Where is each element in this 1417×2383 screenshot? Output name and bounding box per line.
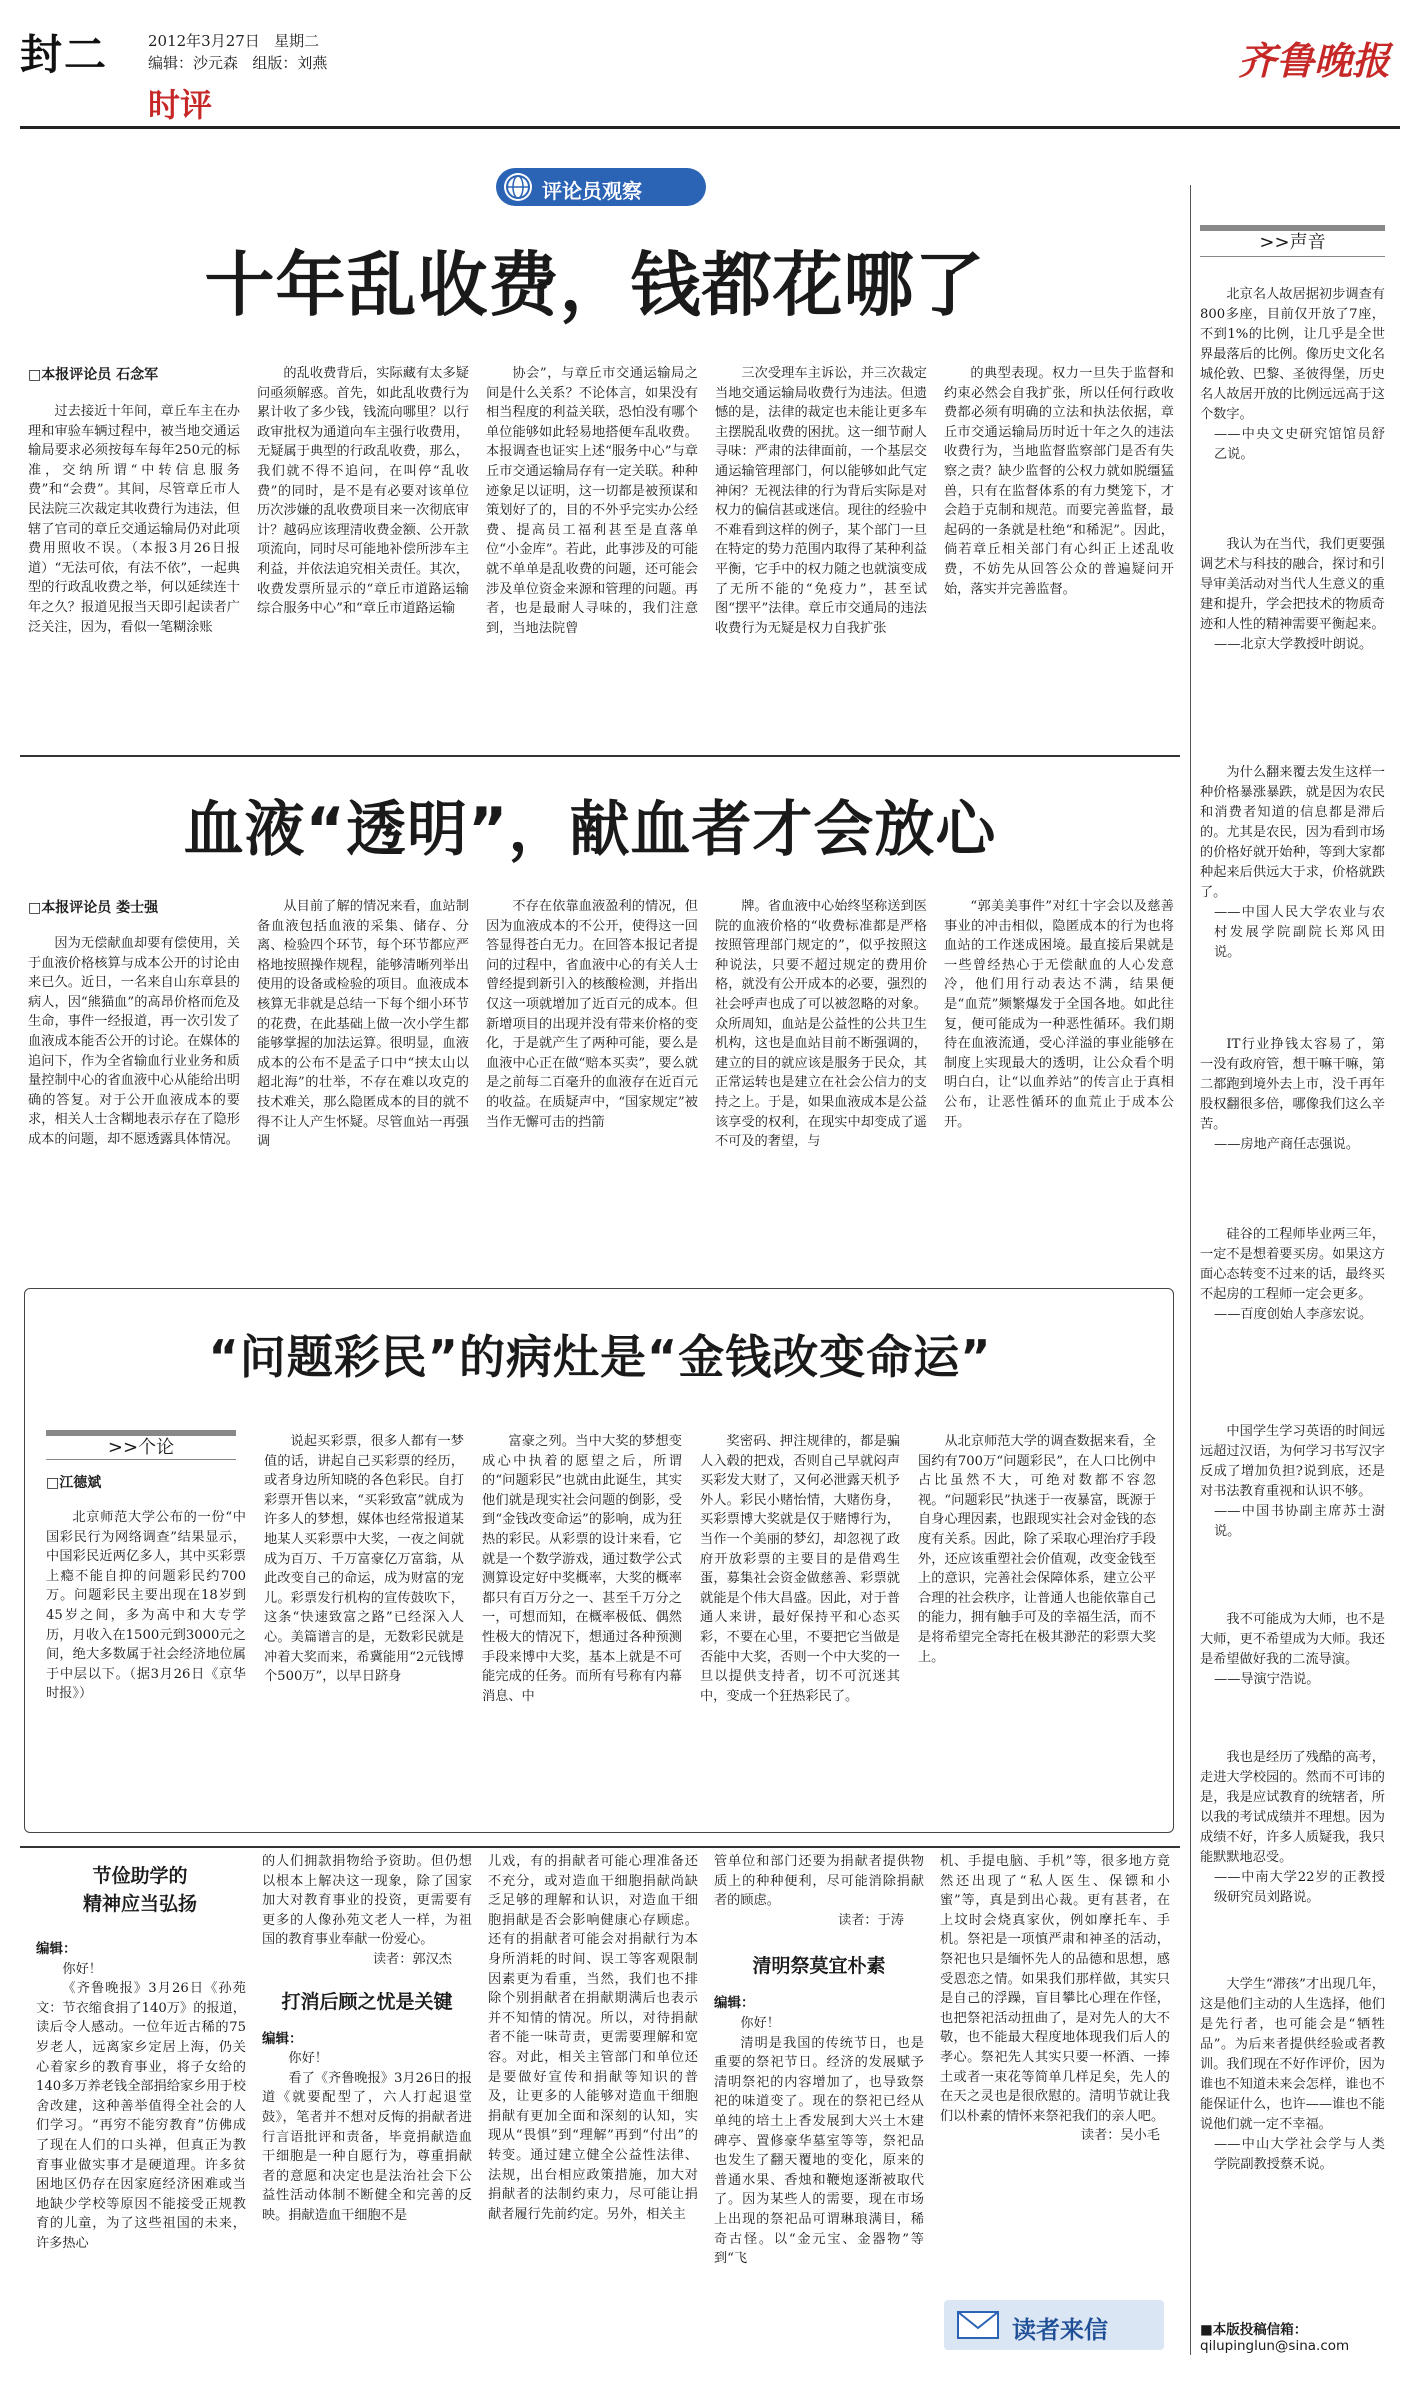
quote-7: 我不可能成为大师，也不是大师，更不希望成为大师。我还是希望做好我的二流导演。 ——导演宁浩说。 bbox=[1200, 1612, 1385, 1687]
masthead-logo: 齐鲁晚报 bbox=[1238, 38, 1391, 83]
letters-top-rule bbox=[20, 1846, 1180, 1848]
quote-3: 为什么翻来覆去发生这样一种价格暴涨暴跌，就是因为农民和消费者知道的信息都是滞后的。尤其是农民，因为看到市场的价格好就开始种，等到大家都种起来后供远大于求，价格就跌了。 ——中国人民大学农业与农村发展学院副院长郑风田说。 bbox=[1200, 765, 1385, 960]
header-date-block bbox=[148, 30, 327, 74]
article2-title: 血液“透明”，献血者才会放心 bbox=[183, 795, 997, 865]
globe-icon bbox=[504, 173, 532, 201]
article1-title: 十年乱收费，钱都花哪了 bbox=[204, 244, 986, 326]
quote-8: 我也是经历了残酷的高考，走进大学校园的。然而不可讳的是，我是应试教育的统辖者，所以我的考试成绩并不理想。因为成绩不好，许多人质疑我，我只能默默地忍受。 ——中南大学22岁的正教授级研究员刘路说。 bbox=[1200, 1750, 1385, 1905]
quote-6: 中国学生学习英语的时间远远超过汉语，为何学习书写汉字反成了增加负担?说到底，还是对书法教育重视和认识不够。 ——中国书协副主席苏士澍说。 bbox=[1200, 1424, 1385, 1539]
article3-col2: 说起买彩票，很多人都有一梦值的话，讲起自己买彩票的经历，或者身边所知晓的各色彩民。自打彩票开售以来，“买彩致富”就成为许多人的梦想，媒体也经常报道某地某人买彩票中大奖，一夜之间就成为百万、千万富豪亿万富翁，从此改变自己的命运，成为财富的宠儿。彩票发行机构的宣传鼓吹下，这条“快速致富之路”已经深入人心。美篇谱言的是，无数彩民就是冲着大奖而来，希冀能用“2元钱博个500万”，以早日跻身 bbox=[264, 1434, 464, 1685]
article2-col2: 从目前了解的情况来看，血站制备血液包括血液的采集、储存、分离、检验四个环节，每个环节都应严格地按照操作规程，能够清晰列举出使用的设备或检验的项目。血液成本核算无非就是总结一下每个细小环节的花费，在此基础上做一次小学生都能够掌握的加法运算。很明显，血液成本的公布不是孟子口中“挟太山以超北海”的壮举，不存在难以攻克的技术难关，那么隐匿成本的目的就不得不让人产生怀疑。尽管血站一再强调 bbox=[257, 899, 469, 1150]
quote-1: 北京名人故居据初步调查有800多座，目前仅开放了7座，不到1%的比例，让几乎是全世界最落后的比例。像历史文化名城伦敦、巴黎、圣彼得堡，历史名人故居开放的比例远远高于这个数字。 ——中央文史研究馆馆员舒乙说。 bbox=[1200, 287, 1385, 462]
column-tag-label: >>个论 bbox=[107, 1437, 175, 1458]
section-title: 时评 bbox=[148, 86, 213, 124]
letter1-title-line2: 精神应当弘扬 bbox=[82, 1893, 197, 1915]
article3-title: “问题彩民”的病灶是“金钱改变命运” bbox=[208, 1330, 992, 1384]
sidebar-divider bbox=[1190, 185, 1191, 2355]
letter1-title-line1: 节俭助学的 bbox=[92, 1865, 188, 1887]
article1-bottom-rule bbox=[20, 755, 1180, 757]
quote-9: 大学生“滞孩”才出现几年，这是他们主动的人生选择，他们是先行者，也可能会是“牺牲品”。为后来者提供经验或者教训。我们现在不好作评价，因为谁也不知道未来会怎样，谁也不能保证什么，也许——谁也不能说他们就一定不幸福。 ——中山大学社会学与人类学院副教授蔡禾说。 bbox=[1200, 1977, 1385, 2172]
letter1-continued: 的人们拥款捐物给予资助。但仍想以根本上解决这一现象，除了国家加大对教育事业的投资，更需要有更多的人像孙苑文老人一样，为祖国的教育事业奉献一份爱心。 bbox=[262, 1854, 472, 1948]
letter5-body: 机、手提电脑、手机”等，很多地方竟然还出现了“私人医生、保镖和小蜜”等，真是到出心裁。更有甚者，在上坟时会烧真家伙，例如摩托车、手机。祭祀是一项慎严肃和神圣的活动，祭祀也只是缅怀先人的品德和思想，感受恩恋之情。如果我们那样做，其实只是自己的浮躁，盲目攀比心理在作怪，也把祭祀活动扭曲了，是对先人的大不敬，也不能最大程度地体现我们后人的孝心。祭祀先人其实只要一杯酒、一捧土或者一束花等简单几样足矣，先人的在天之灵也是很欣慰的。清明节就让我们以朴素的情怀来祭祀我们的亲人吧。 读者：吴小毛 bbox=[940, 1852, 1170, 2282]
letter4-body: 管单位和部门还要为捐献者提供物质上的种种便利，尽可能消除捐献者的顾虑。 读者：于涛 清明祭莫宜朴素 编辑： 你好！ 清明是我国的传统节日，也是重要的祭祀节日。经济的发展赋予清明祭祀的内容增加了，也导致祭祀的味道变了。现在的祭祀已经从单纯的培土上香发展到大兴土木建碑亭、置修豪华墓室等等，祭祀品也发生了翻天覆地的变化，原来的普通水果、香烛和鞭炮逐渐被取代了。因为某些人的需要，现在市场上出现的祭祀品可谓琳琅满目，稀奇古怪。以“金元宝、金器物”等到“飞 bbox=[714, 1854, 924, 2267]
banner-label: 读者来信 bbox=[1012, 2316, 1108, 2344]
quote-2: 我认为在当代，我们更要强调艺术与科技的融合，探讨和引导审美活动对当代人生意义的重建和提升，学会把技术的物质奇迹和人性的精神需要平衡起来。 ——北京大学教授叶朗说。 bbox=[1200, 537, 1385, 652]
issue-weekday: 星期二 bbox=[274, 32, 320, 50]
letter1-body: 编辑： 你好！ 《齐鲁晚报》3月26日《孙苑文：节衣缩食捐了140万》的报道，读后令人感动。一位年近古稀的75岁老人，远离家乡定居上海，仍关心着家乡的教育事业，将子女给的140多万养老钱全部捐给家乡用于校舍改建，这种善举值得全社会的人们学习。“再穷不能穷教育”仿佛成了现在人们的口头禅，但真正为教育事业做实事才是硬道理。许多贫困地区仍存在因家庭经济困难或当地缺少学校等原因不能接受正规教育的儿童，为了这些祖国的未来，许多热心 bbox=[36, 1941, 246, 2251]
article1-col3: 协会”，与章丘市交通运输局之间是什么关系？不论体言，如果没有相当程度的利益关联，恐怕没有哪个单位能够如此轻易地搭便车乱收费。本报调查也证实上述“服务中心”与章丘市交通运输局存有一定关联。种种迹象足以证明，这一切都是被预谋和策划好了的，目的不外乎完实办公经费、提高员工福利甚至是直落单位“小金库”。若此，此事涉及的可能就不单单是乱收费的问题，还可能会涉及单位资金来源和管理的问题。再者，也是最耐人寻味的，我们注意到，当地法院曾 bbox=[486, 366, 698, 636]
article3-col1: 北京师范大学公布的一份“中国彩民行为网络调查”结果显示，中国彩民近两亿多人，其中买彩票上瘾不能自抑的问题彩民约700万。问题彩民主要出现在18岁到45岁之间，多为高中和大专学历，月收入在1500元到3000元之间，绝大多数属于社会经济地位属于中层以下。（据3月26日《京华时报》） bbox=[46, 1510, 246, 1702]
article2-col1: 因为无偿献血却要有偿使用，关于血液价格核算与成本公开的讨论由来已久。近日，一名来自山东章县的病人，因“熊猫血”的高昂价格而危及生命，事件一经报道，再一次引发了血液成本能否公开的讨论。在媒体的追问下，作为全省输血行业业务和质量控制中心的省血液中心从能给出明确的答复。对于公开血液成本的要求，相关人士含糊地表示存在了隐形成本的问题，却不愿透露具体情况。 bbox=[28, 936, 240, 1147]
letter1-greeting: 你好！ bbox=[62, 1961, 102, 1977]
article2-col4: 牌。省血液中心始终坚称送到医院的血液价格的“收费标准都是严格按照管理部门规定的”，似乎按照这种说法，只要不超过规定的费用价格，就没有公开成本的必要，强烈的社会呼声也成了可以被忽略的对象。众所周知，血站是公益性的公共卫生机构，这也是血站目前不断强调的，建立的目的就应该是服务于民众，其正常运转也是建立在社会公信力的支持之上。于是，如果血液成本是公益该享受的权利，在现实中却变成了遥不可及的奢望，与 bbox=[715, 899, 927, 1150]
quote-5: 硅谷的工程师毕业两三年，一定不是想着要买房。如果这方面心态转变不过来的话，最终买不起房的工程师一定会更多。 ——百度创始人李彦宏说。 bbox=[1200, 1227, 1385, 1322]
letter2-reader: 读者：于涛 bbox=[838, 1912, 904, 1928]
layout-credit: 组版：刘燕 bbox=[252, 54, 328, 72]
article1-col5: 的典型表现。权力一旦失于监督和约束必然会自我扩张，所以任何行政收费都必须有明确的立法和执法依据，章丘市交通运输局历时近十年之久的违法收费行为，当地监督监察部门是否有失察之责？缺少监督的公权力就如脱缰猛兽，只有在监督体系的有力樊笼下，才会趋于克制和规范。而要完善监督，最起码的一条就是杜绝“和稀泥”。因此，倘若章丘相关部门有心纠正上述乱收费，不妨先从回答公众的普遍疑问开始，落实并完善监督。 bbox=[944, 366, 1174, 597]
issue-date: 2012年3月27日 bbox=[148, 32, 260, 50]
letter3-reader: 读者：吴小毛 bbox=[1080, 2128, 1160, 2144]
article3-col3: 富豪之列。当中大奖的梦想变成心中执着的愿望之后，所谓的“问题彩民”也就由此诞生，其实他们就是现实社会问题的倒影，受到“金钱改变命运”的影响，成为狂热的彩民。从彩票的设计来看，它就是一个数学游戏，通过数学公式测算设定好中奖概率，大奖的概率都只有百万分之一、甚至千万分之一，可想而知，在概率极低、偶然性极大的情况下，想通过各种预测手段来博中大奖，基本上就是不可能完成的任务。而所有号称有内幕消息、中 bbox=[482, 1434, 682, 1704]
letter3-greeting: 你好！ bbox=[740, 2015, 780, 2031]
letter2-body: 的人们拥款捐物给予资助。但仍想以根本上解决这一现象，除了国家加大对教育事业的投资，更需要有更多的人像孙苑文老人一样，为祖国的教育事业奉献一份爱心。 读者：郭汉杰 打消后顾之忧是关键 编辑： 你好！ 看了《齐鲁晚报》3月26日的报道《就要配型了，六人打起退堂鼓》，笔者并不想对反悔的捐献者进行言语批评和责备，毕竟捐献造血干细胞是一种自愿行为，尊重捐献者的意愿和决定也是法治社会下公益性活动体制不断健全和完善的反映。捐献造血干细胞不是 bbox=[262, 1854, 472, 2223]
article2-col5: “郭美美事件”对红十字会以及慈善事业的冲击相似，隐匿成本的行为也将血站的工作迷成困境。最直接后果就是一些曾经热心于无偿献血的人心发意冷，他们用行动表达不满，结果便是“血荒”频繁爆发于全国各地。如此往复，便可能成为一种恶性循环。我们期待在血液流通，受心洋溢的事业能够在制度上实现最大的透明，让公众看个明明白白，让“以血养站”的传言止于真相公布，让恶性循环的血荒止于成本公开。 bbox=[944, 899, 1174, 1130]
quote-4: IT行业挣钱太容易了，第一没有政府管，想干嘛干嘛，第二都跑到境外去上市，没千再年股权翻很多倍，哪像我们这么辛苦。 ——房地产商任志强说。 bbox=[1200, 1037, 1385, 1152]
letter1-reader: 读者：郭汉杰 bbox=[372, 1951, 452, 1967]
letter2-title: 打消后顾之忧是关键 bbox=[281, 1990, 453, 2013]
article1-col4: 三次受理车主诉讼，并三次裁定当地交通运输局收费行为违法。但遗憾的是，法律的裁定也未能让更多车主摆脱乱收费的困扰。这一细节耐人寻味：严肃的法律面前，一个基层交通运输管理部门，何以能够如此气定神闲？无视法律的行为背后实际是对权力的偏信甚或迷信。现往的经验中不难看到这样的例子，某个部门一旦在特定的势力范围内取得了某种利益平衡，它手中的权力随之也就演变成了无所不能的“免疫力”，甚至试图“摆平”法律。章丘市交通局的违法收费行为无疑是权力自我扩张 bbox=[715, 366, 927, 636]
editor-credit: 编辑：沙元森 bbox=[148, 54, 239, 72]
envelope-icon bbox=[956, 2308, 1000, 2346]
article2-col3: 不存在依靠血液盈利的情况，但因为血液成本的不公开，使得这一回答显得苍白无力。在回答本报记者提问的过程中，省血液中心的有关人士曾经提到新引入的核酸检测，并指出仅这一项就增加了近百元的成本。但新增项目的出现并没有带来价格的变化，于是就产生了两种可能，要么是血液中心正在做“赔本买卖”，要么就是之前每二百毫升的血液存在近百元的收益。在质疑声中，“国家规定”被当作无懈可击的挡箭 bbox=[486, 899, 698, 1130]
letter3-body: 儿戏，有的捐献者可能心理准备还不充分，或对造血干细胞捐献尚缺乏足够的理解和认识，对造血干细胞捐献是否会影响健康心存顾虑。还有的捐献者可能会对捐献行为本身所消耗的时间、误工等客观限制因素更为看重，当然，我们也不排除个别捐献者在捐献期满后也表示并不知情的情况。所以，对待捐献者不能一味苛责，更需要理解和宽容。对此，相关主管部门和单位还是要做好宣传和捐献等知识的普及，让更多的人能够对造血干细胞捐献有更加全面和深刻的认知，实现从“畏惧”到“理解”再到“付出”的转变。通过建立健全公益性法律、法规，出台相应政策措施，加大对捐献者的法制约束力，尽可能让捐献者履行先前约定。另外，相关主 bbox=[488, 1854, 698, 2222]
article2-byline: □本报评论员 娄士强 bbox=[28, 900, 159, 916]
letter2-continued: 管单位和部门还要为捐献者提供物质上的种种便利，尽可能消除捐献者的顾虑。 bbox=[714, 1854, 924, 1909]
article3-byline: □江德斌 bbox=[46, 1475, 102, 1491]
page-label: 封二 bbox=[20, 30, 109, 79]
reader-letters-banner bbox=[944, 2300, 1164, 2350]
sidebar-header-label: >>声音 bbox=[1259, 232, 1326, 253]
header-rule bbox=[20, 126, 1400, 129]
commentator-badge bbox=[496, 168, 706, 206]
article1-col2: 的乱收费背后，实际藏有太多疑问亟须解惑。首先，如此乱收费行为累计收了多少钱，钱流向哪里？以行政审批权为通道向车主强行收费用，无疑属于典型的行政乱收费，那么，我们就不得不追问，在叫停“乱收费”的同时，是不是有必要对该单位历次涉嫌的乱收费项目来一次彻底审计？越码应该理清收费金额、公开款项流向，同时尽可能地补偿所涉车主利益，并依法追究相关责任。其次，收费发票所显示的“章丘市道路运输综合服务中心”和“章丘市道路运输 bbox=[257, 366, 469, 617]
letter2-salutation: 编辑： bbox=[262, 2030, 303, 2047]
letter3-title: 清明祭莫宜朴素 bbox=[752, 1955, 886, 1978]
contact-label: ■本版投稿信箱： bbox=[1200, 2322, 1308, 2338]
article1-col1: 过去接近十年间，章丘车主在办理和审验车辆过程中，被当地交通运输局要求必须按每车每年250元的标准，交纳所谓“中转信息服务费”和“会费”。其间，尽管章丘市人民法院三次裁定其收费行为违法，但辖了官司的章丘交通运输局仍对此项费用照收不误。（本报3月26日报道）“无法可依，有法不依”，一起典型的行政乱收费之举，何以延续连十年之久？报道见报当天即引起读者广泛关注，因为，看似一笔糊涂账 bbox=[28, 404, 240, 635]
badge-label: 评论员观察 bbox=[542, 179, 642, 203]
letter3-salutation: 编辑： bbox=[714, 1995, 755, 2012]
letter1-salutation: 编辑： bbox=[36, 1941, 77, 1957]
sidebar-header bbox=[1200, 225, 1385, 257]
letter2-greeting: 你好！ bbox=[288, 2051, 328, 2067]
article3-col4: 奖密码、押注规律的，都是骗人入毂的把戏，否则自己早就闷声买彩发大财了，又何必泄露天机予外人。彩民小赌怡情，大赌伤身，买彩票博大奖就是仅于赌博行为，当作一个美丽的梦幻，却忽视了政府开放彩票的主要目的是借鸡生蛋，募集社会资金做慈善、彩票就就能是个伟大昌盛。因此，对于普通人来讲，最好保持平和心态买彩，不要在心里，不要把它当做是否能中大奖，否则一个中大奖的一旦以提供支持者，切不可沉迷其中，变成一个狂热彩民了。 bbox=[700, 1434, 900, 1704]
article3-col5: 从北京师范大学的调查数据来看，全国约有700万“问题彩民”，在人口比例中占比虽然不大，可绝对数都不容忽视。“问题彩民”执迷于一夜暴富，既源于自身心理因素，也跟现实社会对金钱的态度有关系。因此，除了采取心理治疗手段外，还应该重塑社会价值观，改变金钱至上的意识，完善社会保障体系，建立公平合理的社会秩序，让普通人也能依靠自己的能力，拥有触手可及的幸福生活，而不是将希望完全寄托在极其渺茫的彩票大奖上。 bbox=[918, 1434, 1156, 1665]
article3-column-tag bbox=[46, 1430, 236, 1460]
contact-email[interactable]: qilupinglun@sina.com bbox=[1200, 2338, 1350, 2354]
article1-byline: □本报评论员 石念军 bbox=[28, 367, 159, 383]
letter1-title bbox=[40, 1862, 240, 1918]
